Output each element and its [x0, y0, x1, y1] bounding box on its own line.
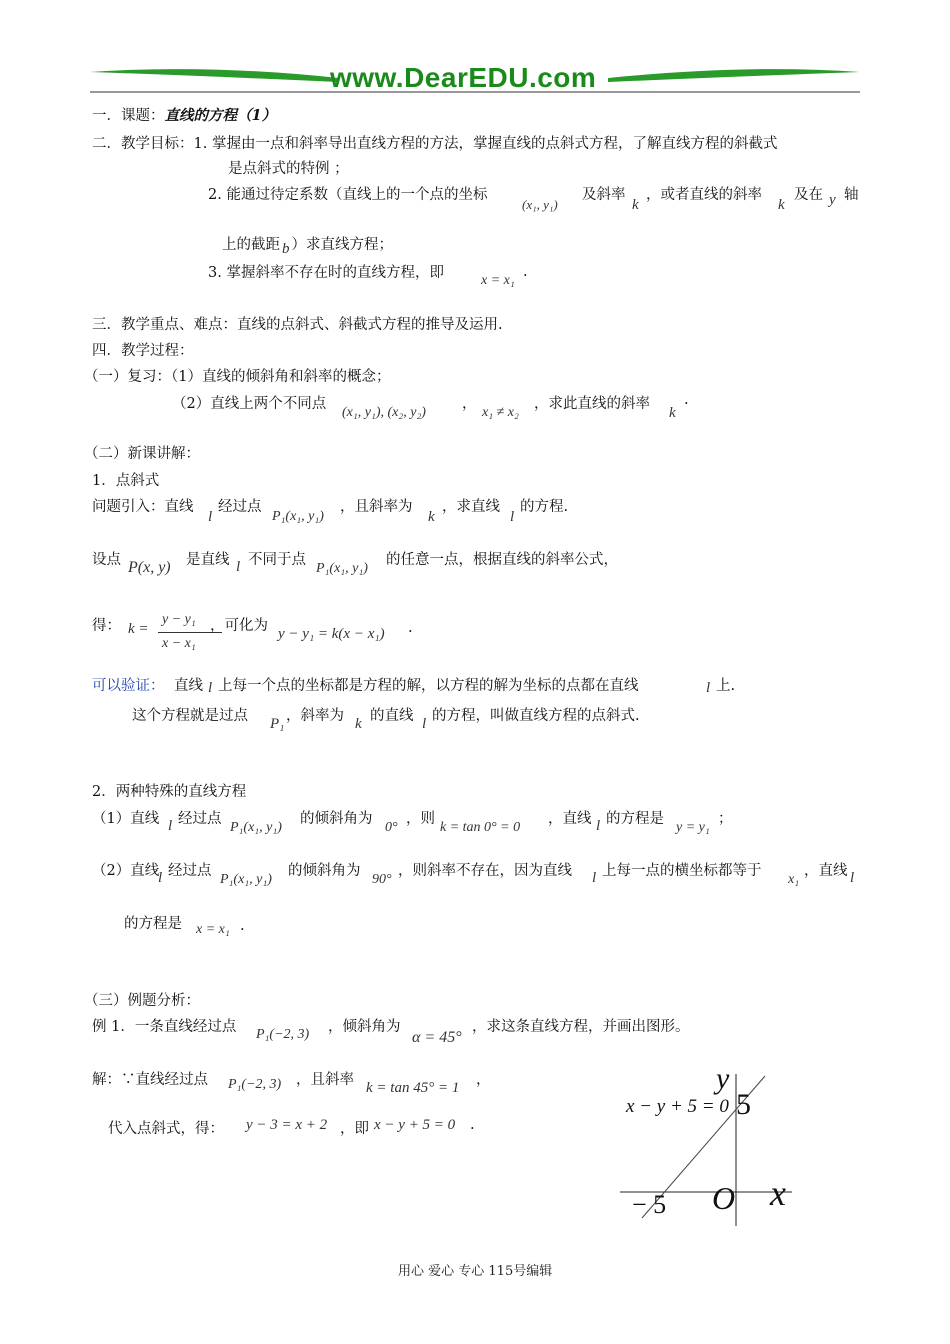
goal-3-end: . — [523, 264, 528, 280]
new-lesson: （二）新课讲解： — [84, 446, 200, 462]
set-l: l — [236, 559, 241, 575]
sp1-text-c: 的倾斜角为 — [300, 811, 373, 827]
def-k: k — [355, 716, 362, 732]
sp1-k-eq: k = tan 0° = 0 — [440, 820, 521, 835]
review-k: k — [669, 405, 676, 421]
sp2-end: . — [240, 918, 245, 934]
formula-k: k = — [128, 621, 149, 637]
goals-line-1 — [92, 132, 777, 153]
title-prefix: 一．课题： — [92, 108, 165, 124]
sp2-ninety-deg: 90° — [372, 872, 392, 887]
verify-l: l — [208, 680, 213, 696]
def-text-c: 的直线 — [370, 708, 414, 724]
sp2-text-a: （2）直线 — [92, 863, 160, 879]
sub-eq1: y − 3 = x + 2 — [246, 1117, 328, 1133]
verify-text-c: 上. — [716, 678, 736, 694]
sp2-eq: x = x₁ — [196, 922, 230, 937]
review-cond: x₁ ≠ x₂ — [482, 405, 519, 420]
intro-text-e: 的方程. — [520, 499, 569, 515]
ex1-text-c: ，求这条直线方程，并画出图形。 — [472, 1019, 690, 1035]
review-line-1: （一）复习：（1）直线的倾斜角和斜率的概念； — [84, 369, 391, 385]
goals-prefix: 二．教学目标： — [92, 136, 194, 152]
intro-text-c: ，且斜率为 — [340, 499, 413, 515]
intro-P1: P₁(x₁, y₁) — [272, 509, 324, 524]
def-P1: P₁ — [270, 716, 285, 732]
course-title: 直线的方程（1） — [164, 107, 277, 124]
special-lines-heading: 2．两种特殊的直线方程 — [92, 784, 247, 800]
sp1-P1: P₁(x₁, y₁) — [230, 820, 282, 835]
goal-2-text-e: 轴 — [844, 187, 859, 203]
intro-text-d: ，求直线 — [442, 499, 500, 515]
graph-line-label: x − y + 5 = 0 — [626, 1096, 729, 1117]
goal-2-line-2 — [222, 233, 393, 257]
goal-2-line-1 — [208, 183, 487, 204]
graph-x-intercept: − 5 — [632, 1190, 667, 1219]
goal-2-y: y — [829, 192, 836, 208]
goal-1: 1. 掌握由一点和斜率导出直线方程的方法，掌握直线的点斜式方程，了解直线方程的斜截式 — [193, 136, 778, 152]
def-text-b: ，斜率为 — [286, 708, 344, 724]
verify-text-a: 直线 — [174, 678, 203, 694]
set-text-c: 不同于点 — [248, 552, 306, 568]
review-text-b: ，求此直线的斜率 — [534, 396, 650, 412]
sol-text-c: ， — [476, 1072, 491, 1088]
goal-3-eq: x = x₁ — [481, 273, 515, 288]
intro-text-a: 问题引入：直线 — [92, 499, 194, 515]
sp1-text-d: ，则 — [406, 811, 435, 827]
intro-k: k — [428, 509, 435, 525]
goal-2-text-b: 及斜率 — [582, 187, 626, 203]
goal-2-text-g: ）求直线方程； — [291, 237, 393, 253]
sol-k: k = tan 45° = 1 — [366, 1080, 460, 1096]
goal-1-cont: 是点斜式的特例 ； — [228, 161, 349, 177]
sp1-text-a: （1）直线 — [92, 811, 160, 827]
sp1-end: ； — [718, 811, 733, 827]
fraction-numerator: y − y₁ — [162, 612, 196, 627]
intro-l2: l — [510, 509, 515, 525]
sp2-text-e: 上每一点的横坐标都等于 — [602, 863, 762, 879]
sub-text-b: ，即 — [340, 1121, 369, 1137]
sub-text-a: 代入点斜式，得： — [108, 1121, 224, 1137]
verify-l2: l — [706, 680, 711, 696]
sol-P1: P₁(−2, 3) — [228, 1077, 282, 1092]
sp1-eq: y = y₁ — [676, 820, 710, 835]
review-line-2: （2）直线上两个不同点 — [172, 396, 327, 412]
intro-text-b: 经过点 — [218, 499, 262, 515]
sp2-text-b: 经过点 — [168, 863, 212, 879]
sp2-P1: P₁(x₁, y₁) — [220, 872, 272, 887]
goal-2-point: (x₁, y₁) — [522, 197, 558, 212]
key-points: 三．教学重点、难点：直线的点斜式、斜截式方程的推导及运用. — [92, 317, 503, 333]
sp1-l: l — [168, 818, 173, 834]
sp1-zero-deg: 0° — [385, 820, 398, 835]
course-title-line — [92, 104, 276, 125]
review-comma: ， — [462, 396, 477, 412]
sp2-x1: x₁ — [788, 872, 800, 887]
review-end: . — [684, 392, 689, 408]
set-P1: P₁(x₁, y₁) — [316, 561, 368, 576]
examples-heading: （三）例题分析： — [84, 993, 200, 1009]
def-text-a: 这个方程就是过点 — [132, 708, 248, 724]
goal-2-k: k — [632, 197, 639, 213]
ex1-text-b: ，倾斜角为 — [328, 1019, 401, 1035]
get-text-a: 得： — [92, 618, 121, 634]
goal-2-text-c: ，或者直线的斜率 — [646, 187, 762, 203]
verify-text-b: 上每一个点的坐标都是方程的解，以方程的解为坐标的点都在直线 — [218, 678, 639, 694]
set-P: P(x, y) — [128, 559, 171, 576]
graph-x-label: x — [770, 1173, 786, 1213]
sub-eq2: x − y + 5 = 0 — [374, 1117, 456, 1133]
review-points: (x₁, y₁), (x₂, y₂) — [342, 405, 426, 420]
sp2-l3: l — [850, 870, 855, 886]
intro-l: l — [208, 509, 213, 525]
goal-2-b: b — [282, 241, 290, 257]
def-l: l — [422, 716, 427, 732]
sp2-l: l — [158, 870, 163, 886]
page-footer: 用心 爱心 专心 115号编辑 — [398, 1264, 553, 1279]
set-text-a: 设点 — [92, 552, 121, 568]
sol-text-b: ，且斜率 — [296, 1072, 354, 1088]
get-end: . — [408, 620, 413, 636]
set-text-b: 是直线 — [186, 552, 230, 568]
sol-text-a: 解：∵直线经过点 — [92, 1072, 208, 1088]
ex1-P1: P₁(−2, 3) — [256, 1027, 310, 1042]
sp1-text-f: 的方程是 — [606, 811, 664, 827]
sp2-line-2: 的方程是 — [124, 916, 182, 932]
sp1-text-b: 经过点 — [178, 811, 222, 827]
sp2-l2: l — [592, 870, 597, 886]
goal-2-text-a: 2. 能通过待定系数（直线上的一个点的坐标 — [208, 187, 488, 203]
graph-origin-label: O — [712, 1180, 736, 1216]
point-slope-equation: y − y₁ = k(x − x₁) — [278, 626, 385, 642]
def-text-d: 的方程，叫做直线方程的点斜式. — [432, 708, 640, 724]
ex1-text-a: 例 1．一条直线经过点 — [92, 1019, 237, 1035]
brand-url[interactable]: www.DearEDU.com — [330, 62, 597, 93]
sp2-text-c: 的倾斜角为 — [288, 863, 361, 879]
goal-2-text-d: 及在 — [794, 187, 823, 203]
sp1-text-e: ，直线 — [548, 811, 592, 827]
goal-2-k2: k — [778, 197, 785, 213]
teaching-process: 四．教学过程： — [92, 343, 194, 359]
set-text-d: 的任意一点，根据直线的斜率公式， — [386, 552, 618, 568]
sp1-l2: l — [596, 818, 601, 834]
graph-y-intercept: 5 — [736, 1088, 751, 1121]
get-text-b: ，可化为 — [210, 618, 268, 634]
sub-end: . — [470, 1117, 475, 1133]
ex1-alpha: α = 45° — [412, 1029, 462, 1046]
sp2-text-d: ，则斜率不存在，因为直线 — [398, 863, 572, 879]
sp2-text-f: ，直线 — [804, 863, 848, 879]
goal-3-text: 3. 掌握斜率不存在时的直线方程，即 — [208, 265, 444, 281]
verify-label: 可以验证： — [92, 678, 165, 694]
point-slope-heading: 1．点斜式 — [92, 473, 160, 489]
goal-3-line — [208, 261, 444, 282]
graph-y-label: y — [716, 1062, 730, 1095]
fraction-denominator: x − x₁ — [162, 636, 196, 651]
goal-2-text-f: 上的截距 — [222, 237, 280, 253]
